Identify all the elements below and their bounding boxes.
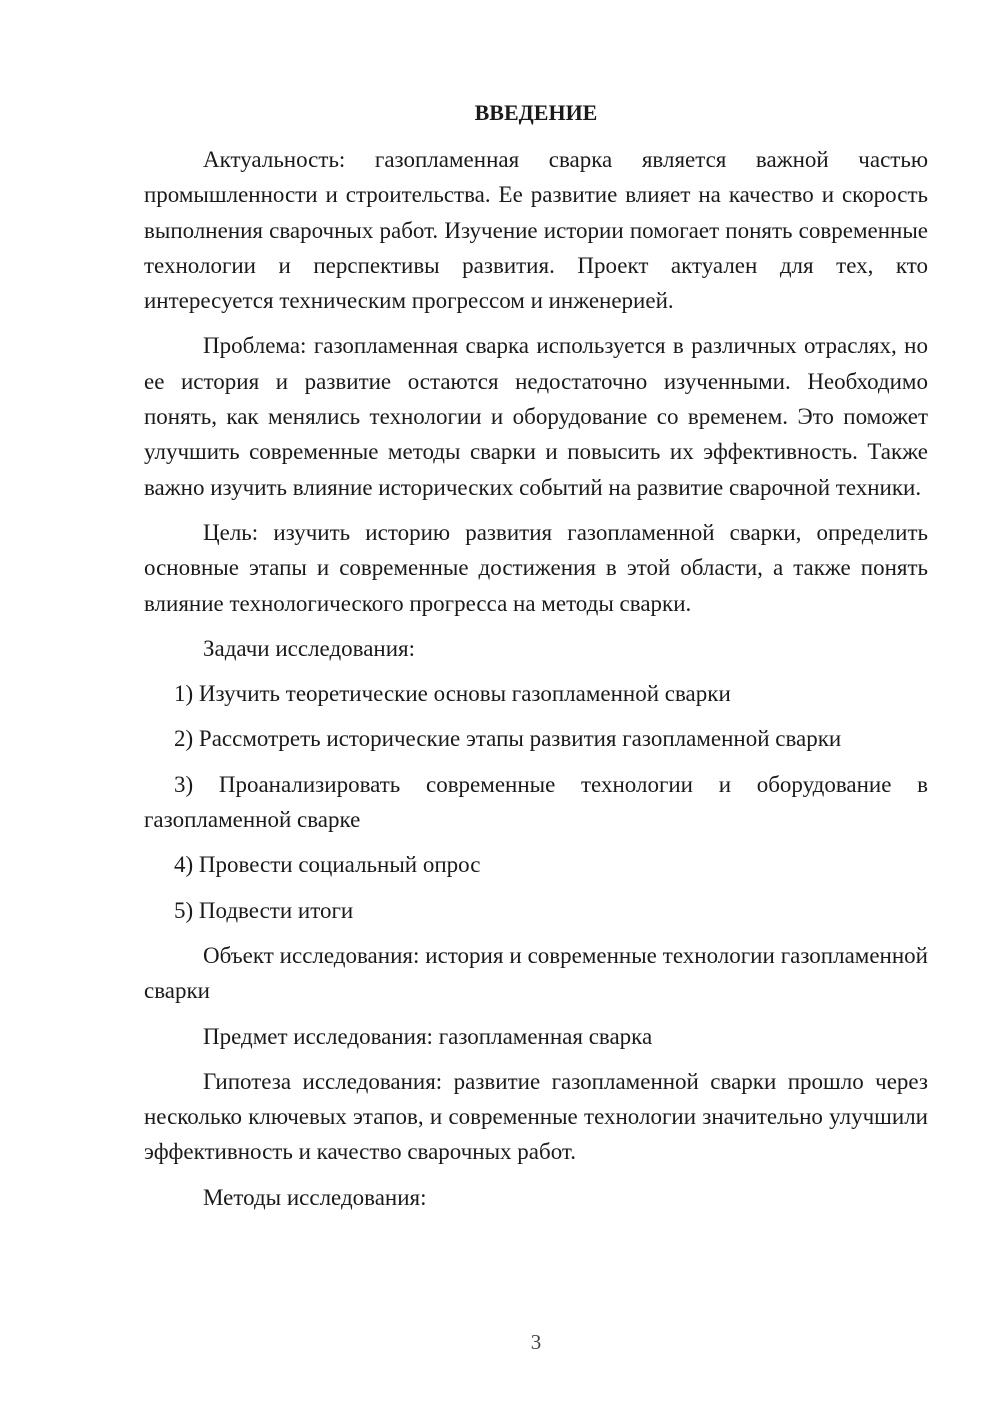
subject-paragraph: Предмет исследования: газопламенная сварка [203, 1023, 653, 1049]
page-number: 3 [530, 1330, 542, 1354]
goal-paragraph: Цель: изучить историю развития газопламенной сварки, определить основные этапы и современные достижения в этой области, а также понять влияние технологического прогресса на методы сварки. [144, 519, 928, 616]
task-item-4: 4) Провести социальный опрос [174, 852, 481, 878]
task-item-3: 3) Проанализировать современные технологии и оборудование в газопламенной сварке [144, 771, 928, 833]
relevance-paragraph: Актуальность: газопламенная сварка является важной частью промышленности и строительства. Ее развитие влияет на качество и скорость выполнения сварочных работ. Изучение истории помогает понять современные технологии и перспективы развития. Проект актуален для тех, кто интересуется техническим прогрессом и инженерией. [144, 147, 928, 314]
task-item-1: 1) Изучить теоретические основы газопламенной сварки [174, 681, 731, 707]
page-content [144, 95, 928, 1225]
section-title: ВВЕДЕНИЕ [474, 100, 598, 125]
object-paragraph: Объект исследования: история и современные технологии газопламенной сварки [144, 942, 928, 1004]
task-item-5: 5) Подвести итоги [174, 897, 354, 923]
hypothesis-paragraph: Гипотеза исследования: развитие газопламенной сварки прошло через несколько ключевых этапов, и современные технологии значительно улучшили эффективность и качество сварочных работ. [144, 1068, 928, 1165]
problem-paragraph: Проблема: газопламенная сварка используется в различных отраслях, но ее история и развитие остаются недостаточно изученными. Необходимо понять, как менялись технологии и оборудование со временем. Это поможет улучшить современные методы сварки и повысить их эффективность. Также важно изучить влияние исторических событий на развитие сварочной техники. [144, 333, 928, 500]
tasks-heading: Задачи исследования: [203, 635, 416, 661]
task-item-2: 2) Рассмотреть исторические этапы развития газопламенной сварки [174, 726, 842, 752]
methods-heading: Методы исследования: [203, 1184, 427, 1210]
